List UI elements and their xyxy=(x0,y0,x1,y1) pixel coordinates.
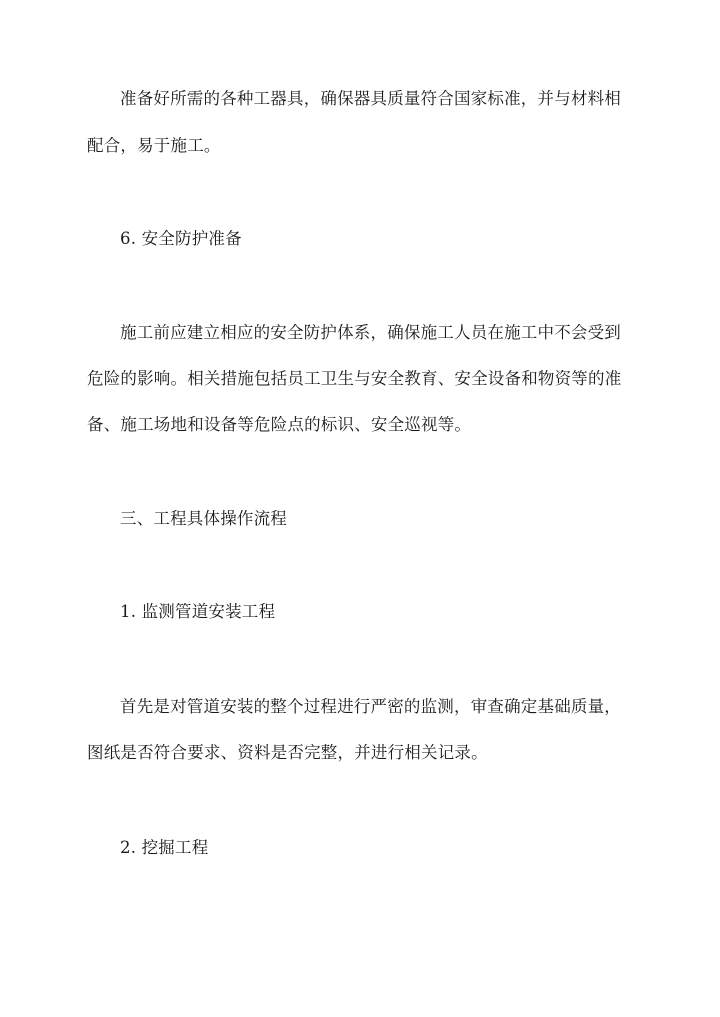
section-heading-2: 2. 挖掘工程 xyxy=(120,838,209,857)
paragraph-2-line-3: 备、施工场地和设备等危险点的标识、安全巡视等。 xyxy=(87,415,472,434)
paragraph-3-line-1: 首先是对管道安装的整个过程进行严密的监测，审查确定基础质量， xyxy=(120,697,621,716)
paragraph-1-line-1: 准备好所需的各种工器具，确保器具质量符合国家标准，并与材料相 xyxy=(120,89,621,108)
paragraph-3-line-2: 图纸是否符合要求、资料是否完整，并进行相关记录。 xyxy=(87,743,488,762)
chapter-heading-3: 三、工程具体操作流程 xyxy=(120,509,287,528)
paragraph-1-line-2: 配合，易于施工。 xyxy=(87,136,221,155)
paragraph-2-line-2: 危险的影响。相关措施包括员工卫生与安全教育、安全设备和物资等的准 xyxy=(87,369,622,388)
section-heading-6: 6. 安全防护准备 xyxy=(120,229,242,248)
section-heading-1: 1. 监测管道安装工程 xyxy=(120,602,276,621)
paragraph-2-line-1: 施工前应建立相应的安全防护体系，确保施工人员在施工中不会受到 xyxy=(120,323,621,342)
